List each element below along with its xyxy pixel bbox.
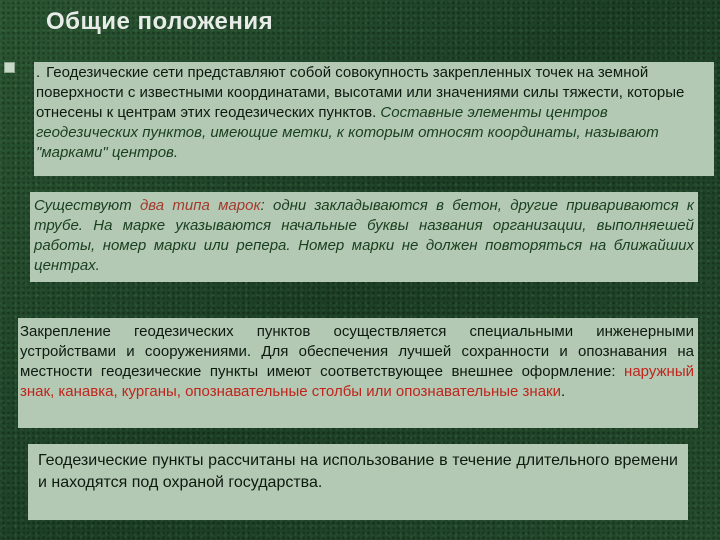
highlight-external-design: наружный знак, канавка, курганы, опознавательные столбы или опознавательные знаки [20,363,694,400]
page-title: Общие положения [46,8,274,35]
italic-definition-start: Составные элементы центров геодезических пунктов, имеющие метки, к которым относят координаты, называют " [36,104,659,161]
highlight-marks: марками [41,144,103,161]
paragraph-geodetic-networks [34,62,714,176]
paragraph-text: Геодезические пункты рассчитаны на использование в течение длительного времени и находятся под охраной государства. [38,452,678,491]
paragraph-text-end: : одни закладываются в бетон, другие привариваются к трубе. На марке указываются начальные буквы названия организации, выполняешей работы, номер марки или репера. Номер марки не должен повторяться на ближайших центрах. [34,197,694,274]
bullet-square-icon [4,62,15,73]
paragraph-text-start: Закрепление геодезических пунктов осуществляется специальными инженерными устройствами и сооружениями. Для обеспечения лучшей сохранности и опознавания на местности геодезические пункты имеют соответствующее внешнее оформление: [20,323,694,380]
paragraph-text-start: Существуют [34,197,140,214]
paragraph-lead-dot: . [36,64,41,81]
paragraph-text-end: . [561,383,566,400]
highlight-two-types: два типа марок [140,197,261,214]
paragraph-text: Геодезические сети представляют собой совокупность закрепленных точек на земной поверхности с известными координатами, высотами или значениями силы тяжести, которые отнесены к центрам этих геодезических пунктов. [36,64,685,121]
paragraph-mark-types [30,192,698,282]
paragraph-state-protection [28,444,688,520]
italic-definition-end: " центров. [102,144,179,161]
paragraph-fixing-points [18,318,698,428]
